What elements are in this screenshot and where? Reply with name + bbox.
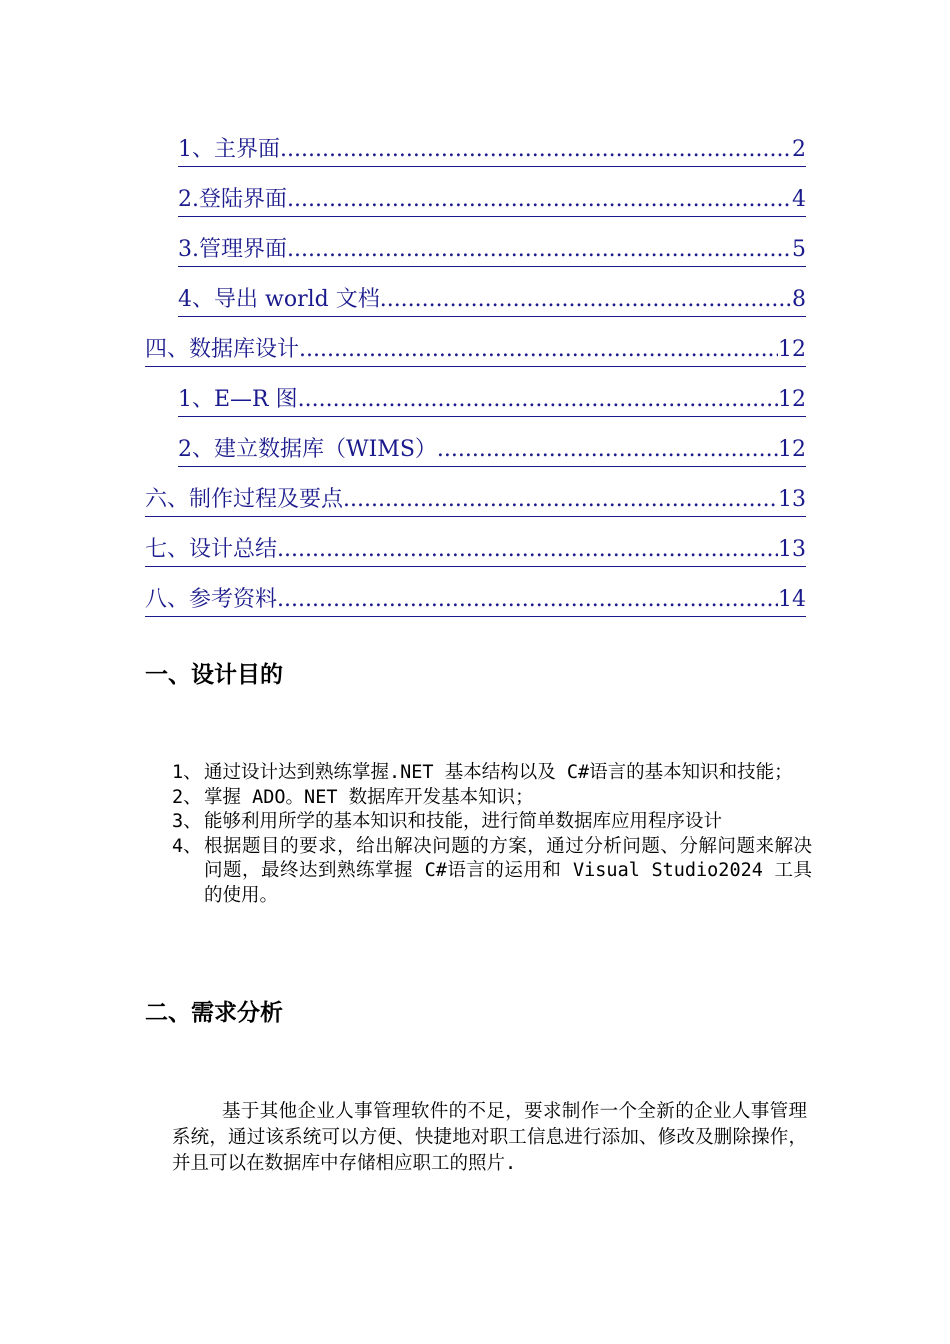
toc-entry-page: 12	[778, 335, 806, 367]
toc-entry-create-database[interactable]	[178, 433, 806, 467]
list-item-text: 根据题目的要求，给出解决问题的方案，通过分析问题、分解问题来解决问题，最终达到熟练掌握 C#语言的运用和 Visual Studio2024 工具的使用。	[204, 835, 812, 906]
toc-entry-title: 4、导出 world 文档	[178, 285, 380, 317]
toc-entry-page: 12	[778, 385, 806, 417]
toc-entry-login-ui[interactable]	[178, 183, 806, 217]
toc-leader-dots	[280, 135, 792, 167]
list-item	[172, 810, 812, 835]
toc-entry-page: 2	[792, 135, 806, 167]
design-purpose-list	[172, 761, 812, 908]
section-heading-requirements: 二、需求分析	[145, 1000, 283, 1026]
toc-entry-title: 2、建立数据库（WIMS）	[178, 435, 437, 467]
toc-entry-process[interactable]	[145, 483, 806, 517]
toc-entry-page: 8	[792, 285, 806, 317]
toc-entry-page: 13	[778, 535, 806, 567]
list-item-text: 掌握 ADO。NET 数据库开发基本知识；	[204, 786, 534, 808]
toc-entry-title: 七、设计总结	[145, 535, 277, 567]
toc-leader-dots	[437, 435, 778, 467]
list-item	[172, 761, 812, 786]
requirements-paragraph: 基于其他企业人事管理软件的不足，要求制作一个全新的企业人事管理系统，通过该系统可以方便、快捷地对职工信息进行添加、修改及删除操作，并且可以在数据库中存储相应职工的照片.	[172, 1101, 807, 1174]
list-item-number: 2、	[172, 786, 202, 808]
toc-leader-dots	[287, 185, 792, 217]
toc-entry-page: 12	[778, 435, 806, 467]
toc-entry-references[interactable]	[145, 583, 806, 617]
toc-entry-page: 4	[792, 185, 806, 217]
list-item	[172, 786, 812, 811]
toc-entry-page: 14	[778, 585, 806, 617]
toc-entry-database-design[interactable]	[145, 333, 806, 367]
section-heading-design-purpose: 一、设计目的	[145, 662, 283, 688]
toc-leader-dots	[343, 485, 778, 517]
toc-entry-page: 13	[778, 485, 806, 517]
list-item	[172, 835, 812, 909]
toc-entry-title: 2.登陆界面	[178, 185, 287, 217]
toc-leader-dots	[277, 585, 778, 617]
toc-entry-title: 四、数据库设计	[145, 335, 299, 367]
toc-entry-summary[interactable]	[145, 533, 806, 567]
toc-entry-title: 3.管理界面	[178, 235, 287, 267]
toc-entry-export-world[interactable]	[178, 283, 806, 317]
list-item-number: 4、	[172, 835, 202, 857]
list-item-number: 1、	[172, 762, 202, 783]
toc-entry-title: 1、E—R 图	[178, 385, 298, 417]
list-item-text: 能够利用所学的基本知识和技能，进行简单数据库应用程序设计	[204, 811, 723, 832]
list-item-number: 3、	[172, 811, 202, 832]
toc-leader-dots	[287, 235, 792, 267]
toc-entry-main-ui[interactable]	[178, 133, 806, 167]
toc-entry-er-diagram[interactable]	[178, 383, 806, 417]
toc-leader-dots	[380, 285, 792, 317]
toc-entry-title: 1、主界面	[178, 135, 280, 167]
toc-entry-title: 六、制作过程及要点	[145, 485, 343, 517]
toc-entry-admin-ui[interactable]	[178, 233, 806, 267]
toc-leader-dots	[298, 385, 778, 417]
toc-entry-page: 5	[792, 235, 806, 267]
toc-leader-dots	[277, 535, 778, 567]
list-item-text: 通过设计达到熟练掌握.NET 基本结构以及 C#语言的基本知识和技能；	[204, 762, 793, 783]
toc-entry-title: 八、参考资料	[145, 585, 277, 617]
toc-leader-dots	[299, 335, 778, 367]
